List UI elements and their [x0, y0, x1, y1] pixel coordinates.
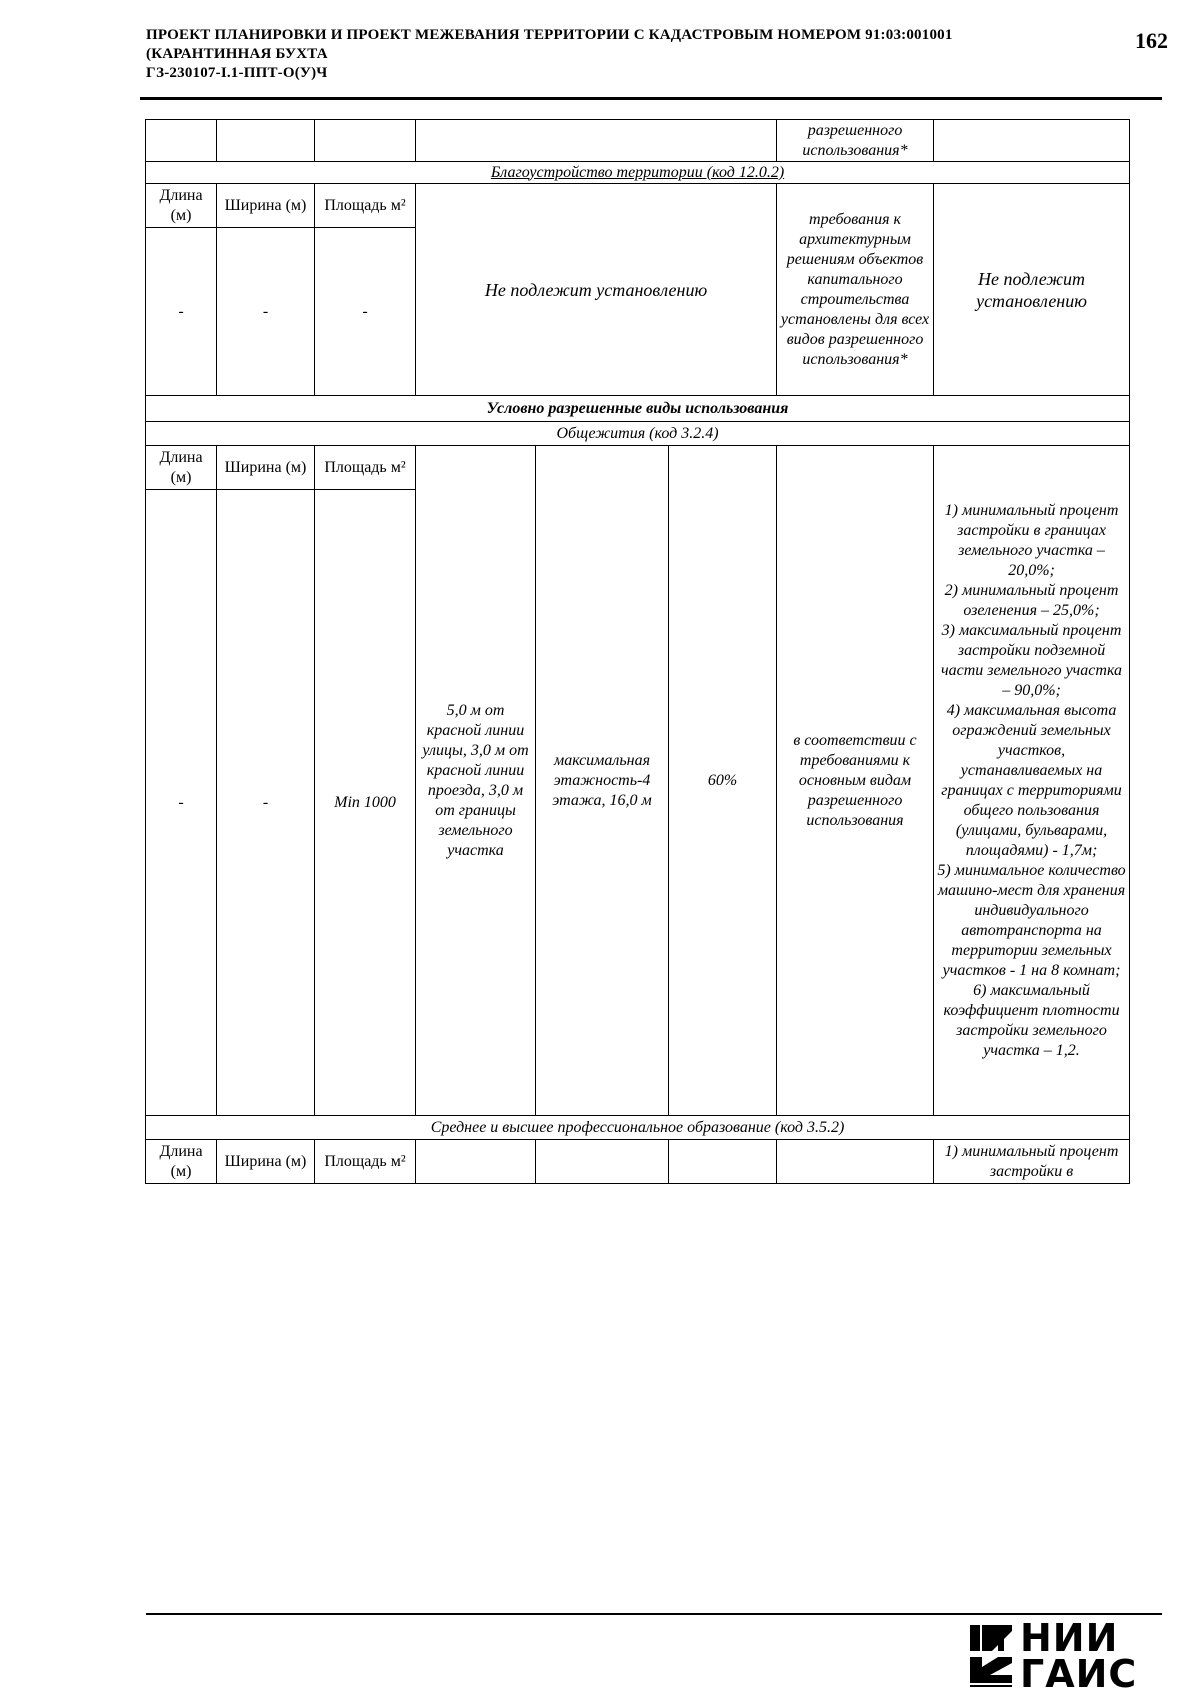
header-title-line-2: (КАРАНТИННАЯ БУХТА	[146, 46, 328, 62]
section-title-row	[146, 162, 1130, 184]
parameter-item: 4) максимальная высота ограждений земельных участков, устанавливаемых на границах с территориями общего пользования (улицами, бульварами, площадями) - 1,7м;	[941, 701, 1122, 859]
requirements-cell: разрешенного использования*	[777, 120, 934, 162]
coverage-cell: 60%	[669, 446, 777, 1116]
table-row	[146, 120, 1130, 162]
section-title-dormitories: Общежития (код 3.2.4)	[146, 422, 1130, 446]
header-divider	[140, 97, 1162, 100]
header-document-code: ГЗ-230107-I.1-ППТ-О(У)Ч	[146, 65, 328, 81]
section-title-landscaping: Благоустройство территории (код 12.0.2)	[146, 162, 1130, 184]
table-row	[146, 1140, 1130, 1184]
niigais-logo	[968, 1616, 1168, 1696]
length-header: Длина (м)	[146, 184, 217, 228]
parameter-item: 1) минимальный процент застройки в границах земельного участка – 20,0%;	[944, 501, 1119, 579]
document-header	[146, 26, 1146, 83]
area-header: Площадь м²	[315, 1140, 416, 1184]
parameters-cell: Не подлежит установлению	[934, 184, 1130, 396]
section-title-row	[146, 422, 1130, 446]
requirements-cell: требования к архитектурным решениям объектов капитального строительства установлены для всех видов разрешенного использования*	[777, 184, 934, 396]
logo-mark-icon	[968, 1621, 1016, 1689]
parameter-item: 6) максимальный коэффициент плотности застройки земельного участка – 1,2.	[943, 981, 1120, 1059]
footer-divider	[146, 1613, 1162, 1615]
parameter-item: 2) минимальный процент озеленения – 25,0%;	[944, 581, 1119, 619]
area-header: Площадь м²	[315, 446, 416, 490]
logo-text-nii: НИИ	[1020, 1616, 1119, 1660]
width-header: Ширина (м)	[217, 184, 315, 228]
floors-cell: максимальная этажность-4 этажа, 16,0 м	[536, 446, 669, 1116]
table-row	[146, 184, 1130, 228]
length-value: -	[146, 490, 217, 1116]
width-value: -	[217, 228, 315, 396]
area-value: -	[315, 228, 416, 396]
parameters-cell: 1) минимальный процент застройки в	[934, 1140, 1130, 1184]
table-row	[146, 446, 1130, 490]
width-header: Ширина (м)	[217, 1140, 315, 1184]
length-header: Длина (м)	[146, 1140, 217, 1184]
length-value: -	[146, 228, 217, 396]
conditional-uses-header: Условно разрешенные виды использования	[146, 396, 1130, 422]
parameter-item: 3) максимальный процент застройки подземной части земельного участка – 90,0%;	[940, 621, 1123, 699]
zoning-parameters-table	[145, 119, 1130, 1184]
not-applicable-cell: Не подлежит установлению	[416, 184, 777, 396]
parameter-item: 5) минимальное количество машино-мест для хранения индивидуального автотранспорта на территории земельных участков - 1 на 8 комнат;	[937, 861, 1126, 979]
logo-text-gais: ГАИС	[1020, 1652, 1138, 1696]
length-header: Длина (м)	[146, 446, 217, 490]
parameters-cell	[934, 446, 1130, 1116]
area-value: Min 1000	[315, 490, 416, 1116]
width-value: -	[217, 490, 315, 1116]
page-number: 162	[1135, 28, 1168, 53]
section-title-education: Среднее и высшее профессиональное образование (код 3.5.2)	[146, 1116, 1130, 1140]
width-header: Ширина (м)	[217, 446, 315, 490]
section-title-row	[146, 1116, 1130, 1140]
setbacks-cell: 5,0 м от красной линии улицы, 3,0 м от красной линии проезда, 3,0 м от границы земельного участка	[416, 446, 536, 1116]
header-title-line-1: ПРОЕКТ ПЛАНИРОВКИ И ПРОЕКТ МЕЖЕВАНИЯ ТЕРРИТОРИИ С КАДАСТРОВЫМ НОМЕРОМ 91:03:001001	[146, 27, 953, 43]
area-header: Площадь м²	[315, 184, 416, 228]
group-header-row	[146, 396, 1130, 422]
requirements-cell: в соответствии с требованиями к основным видам разрешенного использования	[777, 446, 934, 1116]
